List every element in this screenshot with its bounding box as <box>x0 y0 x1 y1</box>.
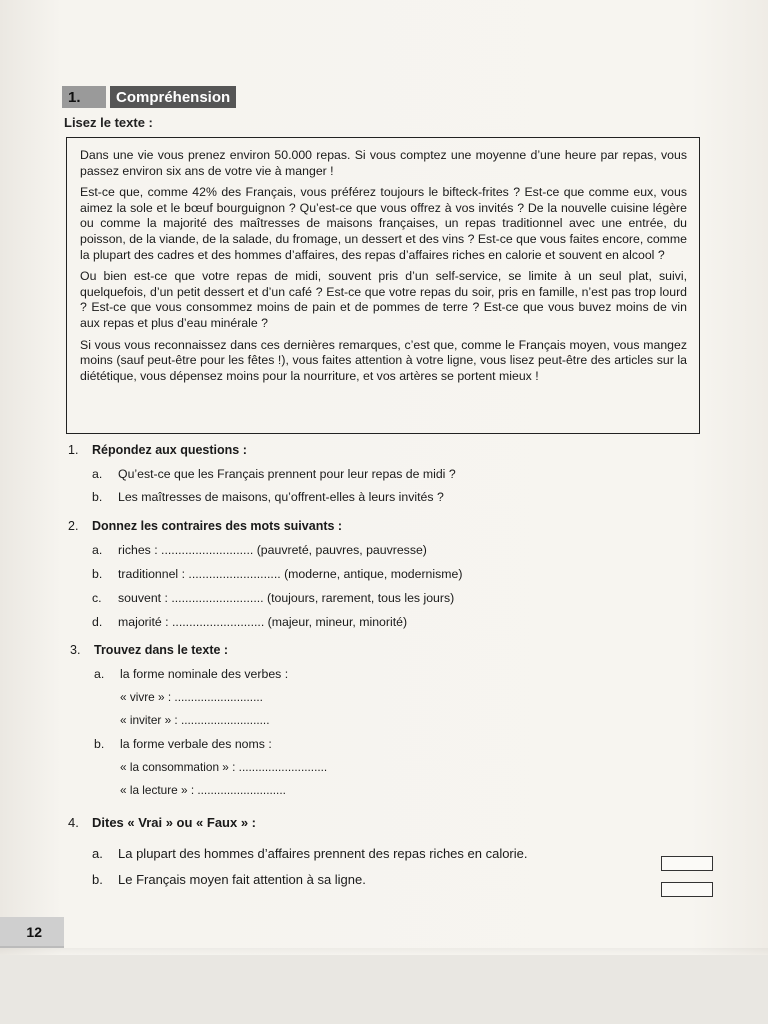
answer-box-4a[interactable] <box>661 856 713 871</box>
text-paragraph-3: Ou bien est-ce que votre repas de midi, souvent pris d’un self-service, se limite à un seul plat, suivi, quelquefois, d’un petit dessert et d’un café ? Est-ce que votre repas du soir, pris en famille, n’est pas trop lourd ? Est-ce que vous consommez moins de pain et de pommes de terre ? Est-ce que vous buvez moins de vin aux repas et plus d’eau minérale ? <box>80 269 688 330</box>
text-paragraph-4: Si vous vous reconnaissez dans ces dernières remarques, c’est que, comme le Français moyen, vous mangez moins (sauf peut-être pour les fêtes !), vous faites attention à votre ligne, vous lisez peut-être des articles sur la diététique, vous dépensez moins pour la nourriture, et vos artères se portent mieux ! <box>80 337 688 383</box>
question-3-heading: 3. Trouvez dans le texte : <box>70 643 229 657</box>
intro-instruction: Lisez le texte : <box>64 115 153 130</box>
question-1b: b. Les maîtresses de maisons, qu’offrent-elles à leurs invités ? <box>92 490 444 504</box>
question-2c: c. souvent : ........................... (toujours, rarement, tous les jours) <box>92 591 455 605</box>
question-3b-item-1: « la consommation » : ........................... <box>120 760 328 774</box>
question-4b: b. Le Français moyen fait attention à sa ligne. <box>92 872 366 887</box>
question-3b-item-2: « la lecture » : ........................... <box>120 783 286 797</box>
answer-box-4b[interactable] <box>661 882 713 897</box>
question-2b: b. traditionnel : ........................... (moderne, antique, modernisme) <box>92 567 463 581</box>
page-number-underline <box>0 946 64 948</box>
question-2-heading: 2. Donnez les contraires des mots suivants : <box>68 519 343 533</box>
question-2a: a. riches : ........................... (pauvreté, pauvres, pauvresse) <box>92 543 427 557</box>
section-title: Compréhension <box>110 86 236 108</box>
question-1a: a. Qu’est-ce que les Français prennent pour leur repas de midi ? <box>92 467 456 481</box>
page-margin <box>0 955 768 1024</box>
question-3a: a. la forme nominale des verbes : <box>94 667 289 681</box>
question-4-heading: 4. Dites « Vrai » ou « Faux » : <box>68 815 257 830</box>
question-2d: d. majorité : ........................... (majeur, mineur, minorité) <box>92 615 408 629</box>
reading-text-box <box>66 137 700 434</box>
question-3a-item-1: « vivre » : ........................... <box>120 690 263 704</box>
question-3a-item-2: « inviter » : ........................... <box>120 713 270 727</box>
question-4a: a. La plupart des hommes d’affaires prennent des repas riches en calorie. <box>92 846 528 861</box>
page-number: 12 <box>0 917 64 947</box>
text-paragraph-1: Dans une vie vous prenez environ 50.000 repas. Si vous comptez une moyenne d’une heure par repas, vous passez environ six ans de votre vie à manger ! <box>80 148 687 178</box>
section-heading <box>62 86 236 108</box>
question-3b: b. la forme verbale des noms : <box>94 737 272 751</box>
section-number: 1. <box>62 86 106 108</box>
text-paragraph-2: Est-ce que, comme 42% des Français, vous préférez toujours le bifteck-frites ? Est-ce que comme eux, vous aimez la sole et le bœuf bourguignon ? Qu’est-ce que vous offrez à vos invités ? De la nouvelle cuisine légère ou comme la majorité des maîtresses de maisons françaises, un repas traditionnel avec une entrée, du poisson, de la viande, de la salade, du fromage, un dessert et des vins ? Est-ce que vous faites encore, comme la plupart des cadres et des hommes d’affaires, des repas d’affaires riches en calorie et souvent en alcool ? <box>80 185 688 262</box>
question-1-heading: 1. Répondez aux questions : <box>68 443 247 457</box>
